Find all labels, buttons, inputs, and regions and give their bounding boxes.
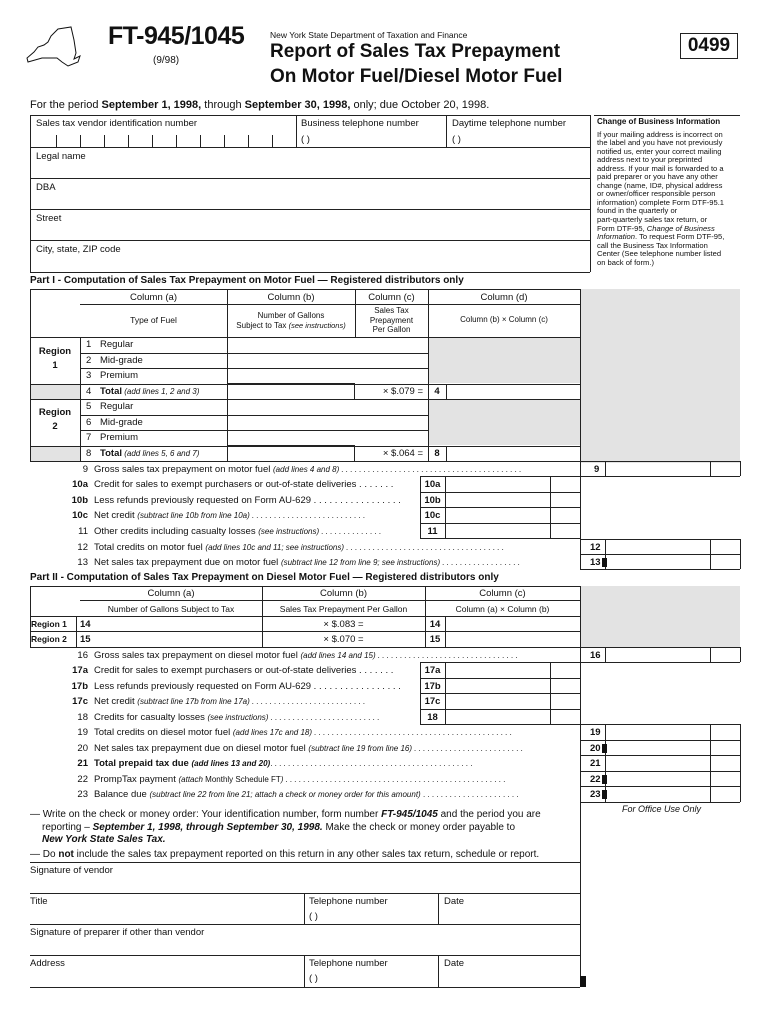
line19-label: 19 Total credits on diesel motor fuel (add lines 17c and 18) . . . . . . . . . . . . . . . . . . . . . . . . . . . . . . . . . . . . . . . . . . . . . [77,727,513,738]
total-label: Total [100,448,122,459]
period-end: September 30, 1998, [244,99,351,111]
scan-marker [602,558,607,567]
part1-col-b-header: Column (b) [267,292,315,303]
line11-number: 11 [427,526,438,537]
change-info-title: Change of Business Information [597,117,721,126]
line9-number: 9 [594,464,600,475]
period-start: September 1, 1998, [101,99,202,111]
vendor-telephone-field[interactable]: ( ) [309,911,318,922]
scan-marker [602,790,607,799]
line10a-text: Credit for sales to exempt purchasers or out-of-state deliveries . . . . . . . [94,479,394,490]
line16-number: 16 [590,650,601,661]
line22-number: 22 [590,774,601,785]
vendor-date-field[interactable]: Date [444,896,465,907]
change-info-text: Center (See telephone number listed [597,249,722,259]
line23-number: 23 [590,789,601,800]
form-title-line2: On Motor Fuel/Diesel Motor Fuel [270,66,563,87]
line23-amount-input[interactable] [608,787,709,801]
gallons-header-line2: Subject to Tax [236,321,289,330]
line14-amount-input[interactable] [446,617,579,630]
line17a-amount-input[interactable] [446,663,549,677]
part1-col-d-header: Column (d) [480,292,528,303]
line20-number: 20 [590,743,601,754]
line9-note: (add lines 4 and 8) . . . . . . . . . . . . . . . . . . . . . . . . . . . . . . . . . . . . . . . . . [273,465,522,474]
line9-text: Gross sales tax prepayment on motor fuel [94,464,273,475]
daytime-phone-label: Daytime telephone number [452,118,567,129]
type-of-fuel-header: Type of Fuel [130,315,177,325]
change-info-text: Information [597,232,635,242]
line11-label: 11 Other credits including casualty losses (see instructions) . . . . . . . . . . . . . . [78,526,382,537]
signature-preparer-field[interactable]: Signature of preparer if other than vendor [30,927,205,938]
instr-text: include the sales tax prepayment reported on this return in any other sales tax return, schedule or report. [73,848,540,860]
premium-label: Premium [100,432,139,443]
change-info-text: change (name, ID#, physical address [597,180,723,190]
line4-number: 4 [434,386,440,397]
line1-gallons-input[interactable] [228,338,354,352]
line10a-label: 10a Credit for sales to exempt purchasers or out-of-state deliveries . . . . . . . [72,479,394,490]
line6-gallons-input[interactable] [228,416,354,430]
line3-label: 3 Premium [86,370,139,381]
col-d-description: Column (b) × Column (c) [460,315,548,324]
department-name: New York State Department of Taxation and Finance [270,30,468,40]
line3-gallons-input[interactable] [228,369,354,383]
line19-note: (add lines 17c and 18) . . . . . . . . . . . . . . . . . . . . . . . . . . . . . . . . . . . . . . . . . . . . . [232,728,513,737]
change-info-text: or owner/officer responsible person [597,189,716,199]
line18-note: (see instructions) . . . . . . . . . . . . . . . . . . . . . . . . . [207,713,380,722]
line21-note: (add lines 13 and 20) [191,759,271,768]
line23-label: 23 Balance due (subtract line 22 from line 21; attach a check or money order for this amount) . . . . . . . . . . . . . . . . . . . . . . [77,789,519,800]
line17c-amount-input[interactable] [446,694,549,708]
change-info-text: Form DTF-95, [597,223,647,233]
line8-label: 8 Total (add lines 5, 6 and 7) [86,448,200,459]
line10b-amount-input[interactable] [446,493,549,506]
region2-label [30,406,80,434]
midgrade-label: Mid-grade [100,417,143,428]
part1-col-a-header: Column (a) [130,292,177,303]
line16-amount-input[interactable] [606,648,709,661]
instr-form-number: FT-945/1045 [381,809,438,820]
business-phone-field[interactable]: ( ) [301,134,310,145]
instr-text: Make the check or money order payable to [322,821,516,833]
line20-label: 20 Net sales tax prepayment due on diesel motor fuel (subtract line 19 from line 16) . . . . . . . . . . . . . . . . . . . . . . . . . [77,743,524,754]
line12-number: 12 [590,542,601,553]
preparer-address-field[interactable]: Address [30,958,65,969]
change-info-text: part-quarterly sales tax return, or [597,215,708,225]
payment-instructions [30,809,541,861]
period-suffix: only; due October 20, 1998. [350,99,490,111]
form-code-box: 0499 [680,33,738,59]
line17a-number: 17a [424,665,441,676]
line22-note: (attach [178,775,206,784]
line17a-text: Credit for sales to exempt purchasers or out-of-state deliveries . . . . . . . [94,665,394,676]
line23-note: (subtract line 22 from line 21; attach a check or money order for this amount) [149,790,421,799]
line8-number: 8 [434,448,440,459]
vendor-id-field[interactable] [56,135,292,147]
line17b-text: Less refunds previously requested on Form AU-629 . . . . . . . . . . . . . . . . . [94,681,401,692]
change-info-text: notified us, enter your correct mailing [597,146,722,156]
street-field[interactable]: Street [36,213,62,224]
line12-amount-input[interactable] [606,540,709,553]
line10c-text: Net credit [94,510,138,521]
dba-field[interactable]: DBA [36,182,56,193]
region-number: 2 [52,421,58,432]
rate-header-line3: Per Gallon [372,325,411,334]
line16-note: (add lines 14 and 15) . . . . . . . . . . . . . . . . . . . . . . . . . . . . . . . . [300,651,518,660]
line22-text: PrompTax payment [94,774,179,785]
period-prefix: For the period [30,99,102,111]
line12-note: (add lines 10c and 11; see instructions) . . . . . . . . . . . . . . . . . . . . . . . . . . . . . . . . . . . . [205,543,505,552]
line18-label: 18 Credits for casualty losses (see instructions) . . . . . . . . . . . . . . . . . . . . . . . . . [77,712,380,723]
line17c-number: 17c [424,696,441,707]
line14-col-c-number: 14 [429,619,441,630]
line22-dots: ) . . . . . . . . . . . . . . . . . . . . . . . . . . . . . . . . . . . . . . . . . . . . . . . . . . [280,775,506,784]
line6-label: 6 Mid-grade [86,417,143,428]
region1-label [30,345,80,373]
instr-text: and the period you are [437,809,541,820]
line11-note: (see instructions) . . . . . . . . . . . . . . [258,527,382,536]
part2-col-c-desc: Column (a) × Column (b) [455,604,550,614]
line13-amount-input[interactable] [608,555,709,568]
line20-note: (subtract line 19 from line 16) . . . . . . . . . . . . . . . . . . . . . . . . . [308,744,524,753]
business-phone-label: Business telephone number [301,118,419,129]
line15-col-c-number: 15 [429,634,441,645]
daytime-phone-field[interactable]: ( ) [452,134,461,145]
part2-col-a-desc: Number of Gallons Subject to Tax [107,604,235,614]
change-info-text: If your mailing address is incorrect on [597,129,723,139]
line14-gallons-input[interactable] [96,617,261,630]
line11-amount-input[interactable] [446,524,549,537]
region-number: 1 [52,360,58,371]
line10c-amount-input[interactable] [446,508,549,522]
signature-vendor-field[interactable]: Signature of vendor [30,865,113,876]
line17c-note: (subtract line 17b from line 17a) . . . . . . . . . . . . . . . . . . . . . . . . . . [137,697,366,706]
line22-amount-input[interactable] [608,772,709,785]
line16-label: 16 Gross sales tax prepayment on diesel motor fuel (add lines 14 and 15) . . . . . . . . . . . . . . . . . . . . . . . . . . . . . . . . [77,650,518,661]
part2-region1-label: Region 1 [31,619,67,629]
change-info-text: address next to your preprinted [597,155,703,165]
rate-line15: × $.070 = [323,634,364,645]
change-info-text: call the Business Tax Information [597,240,708,250]
line13-label: 13 Net sales tax prepayment due on motor fuel (subtract line 12 from line 9; see instructions) . . . . . . . . . . . . . . . . . . [77,557,521,568]
line21-number: 21 [590,758,601,769]
part1-title: Part I - Computation of Sales Tax Prepayment on Motor Fuel — Registered distributors only [30,275,464,286]
line19-number: 19 [590,727,601,738]
line8-gallons-total-input[interactable] [229,447,353,460]
line10a-amount-input[interactable] [446,477,549,491]
line17b-number: 17b [424,681,441,692]
title-field[interactable]: Title [30,896,48,907]
change-of-business-info [597,118,743,267]
line10b-label: 10b Less refunds previously requested on Form AU-629 . . . . . . . . . . . . . . . . . [71,495,401,506]
line20-amount-input[interactable] [608,741,709,754]
line21-text: Total prepaid tax due [94,758,192,769]
scan-marker [580,976,586,987]
form-title-line1: Report of Sales Tax Prepayment [270,41,561,62]
part1-col-c-header: Column (c) [368,292,415,303]
line4-amount-input[interactable] [447,385,579,398]
line16-text: Gross sales tax prepayment on diesel motor fuel [94,650,301,661]
line17b-label: 17b Less refunds previously requested on Form AU-629 . . . . . . . . . . . . . . . . . [71,681,401,692]
line13-note: (subtract line 12 from line 9; see instructions) . . . . . . . . . . . . . . . . . . [280,558,521,567]
region-word: Region [38,346,72,357]
gallons-header [227,311,355,331]
regular-label: Regular [100,339,134,350]
line1-label: 1 Regular [86,339,134,350]
line12-label: 12 Total credits on motor fuel (add lines 10c and 11; see instructions) . . . . . . . . . . . . . . . . . . . . . . . . . . . . . . . . . . . . [77,542,505,553]
line2-gallons-input[interactable] [228,354,354,368]
instr-text: — Write on the check or money order: Your identification number, form number [30,809,382,820]
rate-header-line1: Sales Tax [374,306,409,315]
line22-label: 22 PrompTax payment (attach Monthly Schedule FT) . . . . . . . . . . . . . . . . . . . . . . . . . . . . . . . . . . . . . . . . . . . . . . . . . . [77,774,506,785]
line8-amount-input[interactable] [447,447,579,460]
line20-text: Net sales tax prepayment due on diesel motor fuel [94,743,309,754]
new-york-state-outline-icon [24,26,82,70]
line14-number: 14 [80,619,91,630]
line17c-text: Net credit [94,696,138,707]
gallons-header-line1: Number of Gallons [257,311,325,320]
instr-not: not [58,848,74,860]
line5-label: 5 Regular [86,401,134,412]
preparer-telephone-field[interactable]: ( ) [309,973,318,984]
line19-text: Total credits on diesel motor fuel [94,727,233,738]
line21-amount-input[interactable] [606,756,709,770]
rate-header [355,306,428,335]
line4-label: 4 Total (add lines 1, 2 and 3) [86,386,200,397]
part2-title: Part II - Computation of Sales Tax Prepayment on Diesel Motor Fuel — Registered distributors only [30,572,499,583]
line9-label: 9 Gross sales tax prepayment on motor fuel (add lines 4 and 8) . . . . . . . . . . . . . . . . . . . . . . . . . . . . . . . . . . . . . . . . . [82,464,522,475]
line18-number: 18 [427,712,438,723]
form-date: (9/98) [153,55,180,66]
part2-col-a-header: Column (a) [147,588,195,599]
change-info-text: paid preparer or you have any other [597,172,718,182]
line13-number: 13 [590,557,601,568]
change-info-text: on back of form.) [597,257,654,267]
reporting-period [30,99,489,111]
change-info-text: information) complete Form DTF-95.1 [597,197,725,207]
gallons-header-note: (see instructions) [288,321,346,330]
line18-text: Credits for casualty losses [94,712,208,723]
region-word: Region [38,407,72,418]
line10c-number: 10c [424,510,441,521]
scan-marker [602,744,607,753]
line10b-number: 10b [424,495,441,506]
instr-text: reporting – [42,821,93,833]
line18-amount-input[interactable] [446,710,549,723]
line10c-note: (subtract line 10b from line 10a) . . . . . . . . . . . . . . . . . . . . . . . . . . [137,511,366,520]
line17b-amount-input[interactable] [446,679,549,692]
instr-period: September 1, 1998, through September 30, 1998. [92,821,323,833]
legal-name-field[interactable]: Legal name [36,151,86,162]
line21-label: 21 Total prepaid tax due (add lines 13 and 20). . . . . . . . . . . . . . . . . . . . . . . . . . . . . . . . . . . . . . . . . . . . . . [77,758,473,769]
period-through: through [201,99,245,111]
change-info-text: address. If your mail is forwarded to a [597,163,724,173]
scan-marker [602,775,607,784]
line7-label: 7 Premium [86,432,139,443]
part2-col-c-header: Column (c) [479,588,526,599]
line2-label: 2 Mid-grade [86,355,143,366]
part2-col-b-desc: Sales Tax Prepayment Per Gallon [279,604,408,614]
rate-line4: × $.079 = [382,386,423,397]
rate-line14: × $.083 = [323,619,364,630]
line15-amount-input[interactable] [446,632,579,646]
city-state-zip-field[interactable]: City, state, ZIP code [36,244,121,255]
line10a-number: 10a [424,479,441,490]
line21-dots: . . . . . . . . . . . . . . . . . . . . . . . . . . . . . . . . . . . . . . . . . . . . . . [270,759,473,768]
vendor-telephone-label: Telephone number [309,896,388,907]
rate-line8: × $.064 = [382,448,423,459]
line23-text: Balance due [94,789,150,800]
line15-number: 15 [80,634,91,645]
preparer-date-field[interactable]: Date [444,958,465,969]
part2-col-b-header: Column (b) [320,588,367,599]
change-info-text: found in the quarterly or [597,206,678,216]
line11-text: Other credits including casualty losses [94,526,259,537]
form-number: FT-945/1045 [108,22,245,50]
office-use-label: For Office Use Only [622,804,702,814]
premium-label: Premium [100,370,139,381]
vendor-id-label: Sales tax vendor identification number [36,118,198,129]
rate-header-line2: Prepayment [369,315,414,325]
line10c-label: 10c Net credit (subtract line 10b from line 10a) . . . . . . . . . . . . . . . . . . . . . . . . . . [72,510,366,521]
line22-schedule: Monthly Schedule FT [205,775,281,784]
change-info-text: the label and you have not previously [597,138,723,148]
line10b-text: Less refunds previously requested on Form AU-629 . . . . . . . . . . . . . . . . . [94,495,401,506]
line13-text: Net sales tax prepayment due on motor fuel [94,557,281,568]
total-label: Total [100,386,122,397]
line7-gallons-input[interactable] [228,431,354,445]
line15-gallons-input[interactable] [96,632,261,646]
preparer-telephone-label: Telephone number [309,958,388,969]
line12-text: Total credits on motor fuel [94,542,206,553]
line19-amount-input[interactable] [606,725,709,739]
total8-note: (add lines 5, 6 and 7) [122,449,200,458]
line5-gallons-input[interactable] [228,400,354,414]
line4-gallons-total-input[interactable] [229,385,353,398]
change-info-text: . To request Form DTF-95, [635,232,725,242]
change-info-text: Change of Business [646,223,715,233]
line9-amount-input[interactable] [606,462,709,475]
regular-label: Regular [100,401,134,412]
instr-text: — Do [30,848,59,860]
total4-note: (add lines 1, 2 and 3) [122,387,200,396]
line17c-label: 17c Net credit (subtract line 17b from line 17a) . . . . . . . . . . . . . . . . . . . . . . . . . . [72,696,366,707]
instr-payee: New York State Sales Tax. [42,834,166,845]
line23-dots: . . . . . . . . . . . . . . . . . . . . . . [420,790,519,799]
midgrade-label: Mid-grade [100,355,143,366]
part2-region2-label: Region 2 [31,634,67,644]
line17a-label: 17a Credit for sales to exempt purchasers or out-of-state deliveries . . . . . . . [72,665,394,676]
